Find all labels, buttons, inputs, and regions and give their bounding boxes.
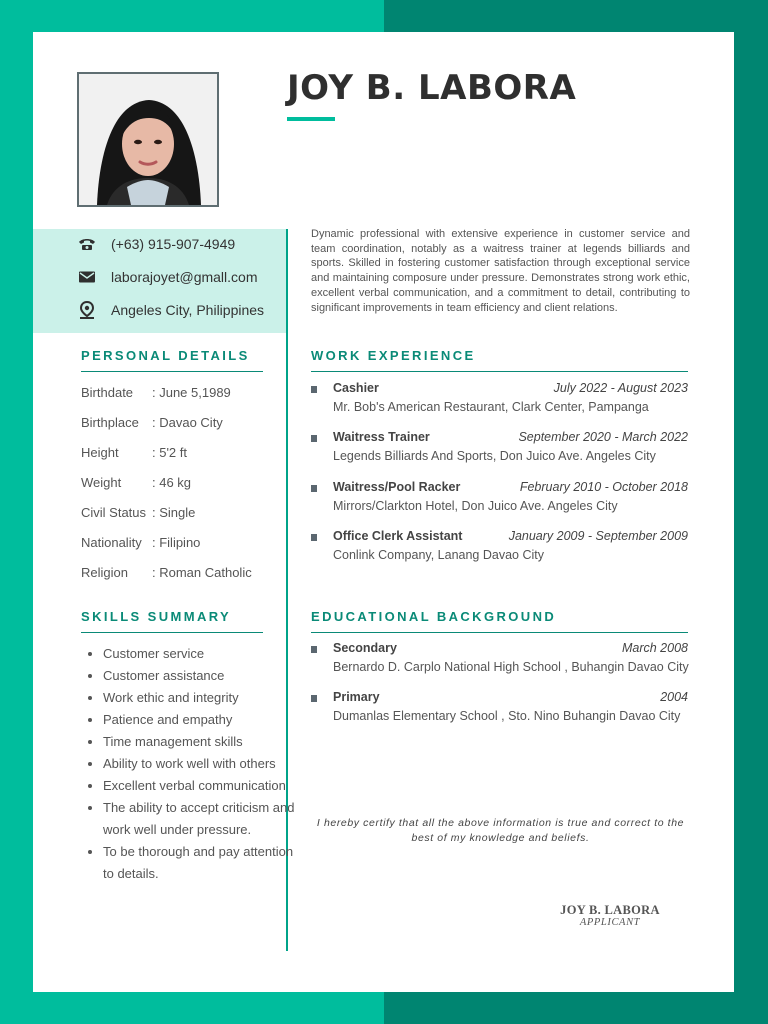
phone-text: (+63) 915-907-4949 <box>111 236 236 252</box>
work-experience-rule <box>311 371 688 372</box>
detail-label: Religion <box>81 565 128 580</box>
education-rule <box>311 632 688 633</box>
detail-value: : 46 kg <box>152 475 192 490</box>
education-entry <box>311 641 688 681</box>
contact-location <box>77 298 264 322</box>
job-dates: July 2022 - August 2023 <box>553 381 688 395</box>
detail-label: Civil Status <box>81 505 147 520</box>
name-underline <box>287 117 335 121</box>
job-title: Waitress Trainer <box>333 430 430 444</box>
detail-value: : Single <box>152 505 196 520</box>
skill-item: • Customer service <box>103 643 303 665</box>
email-text: laborajoyet@gmall.com <box>111 269 258 285</box>
bullet-marker <box>311 386 317 393</box>
job-title: Waitress/Pool Racker <box>333 480 461 494</box>
bullet-marker <box>311 695 317 702</box>
skills-title: SKILLS SUMMARY <box>81 609 232 624</box>
skill-item: • Time management skills <box>103 731 303 753</box>
signature-name: JOY B. LABORA <box>560 903 660 917</box>
skill-item: • Ability to work well with others <box>103 753 303 775</box>
work-entry <box>311 529 688 569</box>
education-level: Primary <box>333 690 380 704</box>
education-date: 2004 <box>660 690 688 704</box>
skill-item: • To be thorough and pay attention to details. <box>103 841 303 885</box>
detail-value: : Davao City <box>152 415 223 430</box>
detail-value: : Roman Catholic <box>152 565 252 580</box>
detail-value: : 5'2 ft <box>152 445 188 460</box>
work-entry <box>311 480 688 520</box>
job-dates: February 2010 - October 2018 <box>519 480 688 494</box>
contact-email <box>77 265 258 289</box>
job-dates: September 2020 - March 2022 <box>518 430 688 444</box>
bullet-marker <box>311 485 317 492</box>
education-date: March 2008 <box>621 641 688 655</box>
certification-statement: I hereby certify that all the above information is true and correct to the best of my knowledge and beliefs. <box>316 817 685 844</box>
skills-rule <box>81 632 263 633</box>
detail-label: Weight <box>81 475 122 490</box>
skill-item: • Work ethic and integrity <box>103 687 303 709</box>
work-entry <box>311 381 688 421</box>
work-experience-title: WORK EXPERIENCE <box>311 348 476 363</box>
work-entry <box>311 430 688 470</box>
professional-summary: Dynamic professional with extensive experience in customer service and team coordination, notably as a waitress trainer at legends billiards and sports. Skilled in fostering customer satisfaction through exceptional service and maintaining composure under pressure. Demonstrates strong work ethic, excellent verbal communication, and a commitment to detail, contributing to significant improvements in team efficiency and client relations. <box>311 228 690 314</box>
job-employer: Conlink Company, Lanang Davao City <box>333 548 544 562</box>
detail-label: Height <box>81 445 119 460</box>
signature-role: APPLICANT <box>579 917 641 928</box>
education-school: Dumanlas Elementary School , Sto. Nino Buhangin Davao City <box>333 709 681 723</box>
skill-item: • Customer assistance <box>103 665 303 687</box>
job-dates: January 2009 - September 2009 <box>508 529 688 543</box>
contact-box <box>33 229 286 333</box>
personal-details-title: PERSONAL DETAILS <box>81 348 250 363</box>
personal-details-rule <box>81 371 263 372</box>
education-title: EDUCATIONAL BACKGROUND <box>311 609 557 624</box>
education-entry <box>311 690 688 730</box>
job-employer: Mirrors/Clarkton Hotel, Don Juico Ave. Angeles City <box>333 499 618 513</box>
profile-photo <box>77 72 219 207</box>
bullet-marker <box>311 435 317 442</box>
skills-list <box>81 643 303 885</box>
job-employer: Legends Billiards And Sports, Don Juico Ave. Angeles City <box>333 449 656 463</box>
skill-item: • Excellent verbal communication <box>103 775 303 797</box>
detail-label: Nationality <box>81 535 142 550</box>
detail-value: : Filipino <box>152 535 201 550</box>
phone-icon <box>77 234 97 254</box>
bullet-marker <box>311 534 317 541</box>
map-pin-icon <box>77 300 97 320</box>
skill-item: • Patience and empathy <box>103 709 303 731</box>
detail-value: : June 5,1989 <box>152 385 231 400</box>
applicant-name: JOY B. LABORA <box>287 68 577 108</box>
education-level: Secondary <box>333 641 397 655</box>
education-school: Bernardo D. Carplo National High School , Buhangin Davao City <box>333 660 689 674</box>
detail-label: Birthplace <box>81 415 139 430</box>
job-title: Cashier <box>333 381 379 395</box>
job-title: Office Clerk Assistant <box>333 529 463 543</box>
resume-page <box>33 32 734 992</box>
detail-label: Birthdate <box>81 385 134 400</box>
location-text: Angeles City, Philippines <box>111 302 265 318</box>
bullet-marker <box>311 646 317 653</box>
skill-item: • The ability to accept criticism and work well under pressure. <box>103 797 303 841</box>
contact-phone <box>77 232 235 256</box>
job-employer: Mr. Bob's American Restaurant, Clark Center, Pampanga <box>333 400 649 414</box>
envelope-icon <box>77 267 97 287</box>
